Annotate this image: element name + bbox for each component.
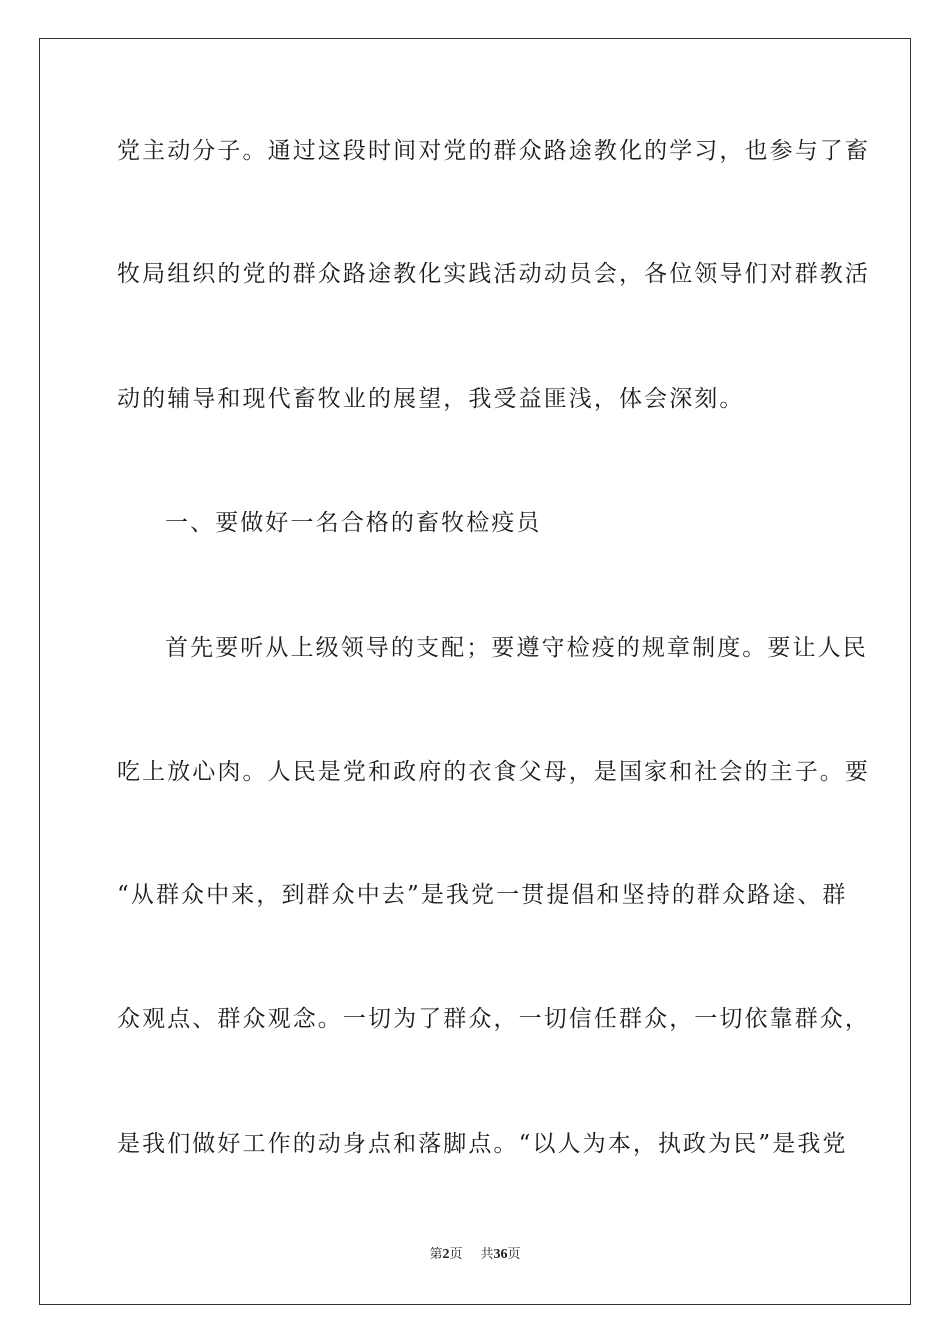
total-suffix: 页: [507, 1247, 521, 1262]
body-line-3: 动的辅导和现代畜牧业的展望，我受益匪浅，体会深刻。: [117, 386, 745, 412]
body-line-2: 牧局组织的党的群众路途教化实践活动动员会，各位领导们对群教活: [117, 261, 870, 287]
page-suffix: 页: [449, 1247, 463, 1262]
body-line-5: 首先要听从上级领导的支配；要遵守检疫的规章制度。要让人民: [165, 635, 868, 661]
page-footer: [0, 1246, 950, 1264]
page-border: [39, 38, 911, 1305]
body-line-6: 吃上放心肉。人民是党和政府的衣食父母，是国家和社会的主子。要: [117, 759, 870, 785]
body-line-1: 党主动分子。通过这段时间对党的群众路途教化的学习，也参与了畜: [117, 138, 870, 164]
body-line-9: 是我们做好工作的动身点和落脚点。“以人为本，执政为民”是我党: [117, 1131, 848, 1157]
body-line-7: “从群众中来，到群众中去”是我党一贯提倡和坚持的群众路途、群: [117, 882, 848, 908]
total-prefix: 共: [480, 1247, 494, 1262]
section-heading: 一、要做好一名合格的畜牧检疫员: [165, 510, 542, 536]
page-current: 2: [442, 1247, 450, 1262]
page-total: 36: [493, 1247, 508, 1262]
page-prefix: 第: [429, 1247, 443, 1262]
body-line-8: 众观点、群众观念。一切为了群众，一切信任群众，一切依靠群众，: [117, 1006, 870, 1032]
